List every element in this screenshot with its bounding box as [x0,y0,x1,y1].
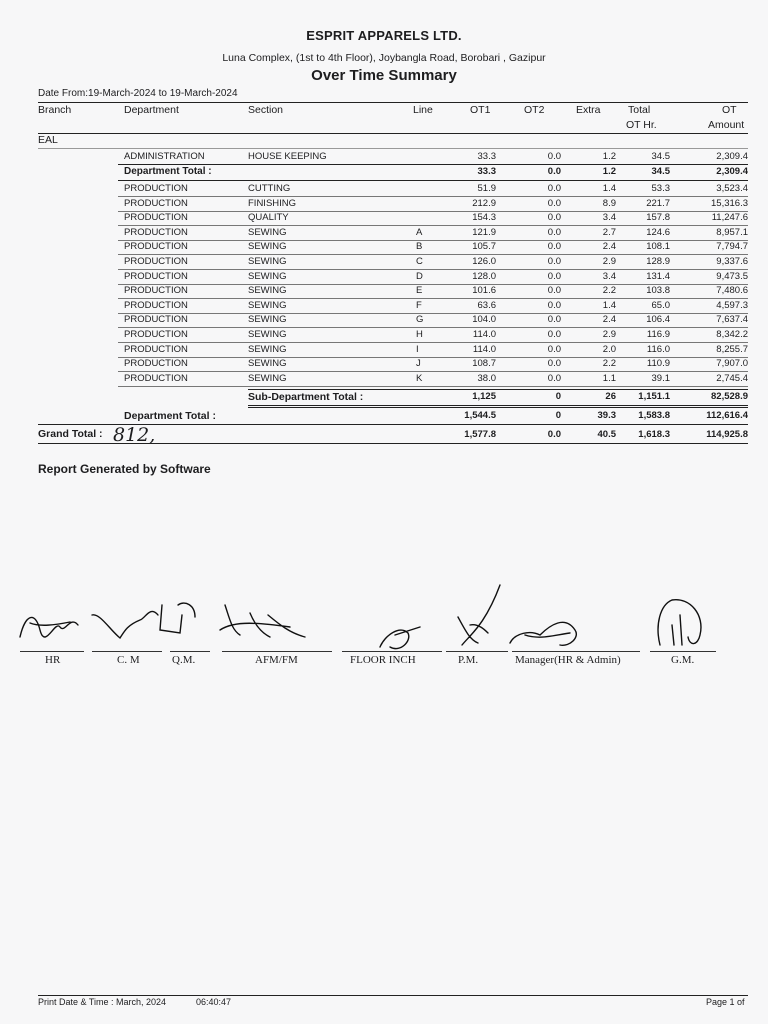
table-cell-ot1: 63.6 [477,299,496,311]
subtotal-top-rule [248,389,748,390]
table-cell-ot2: 0.0 [547,212,561,224]
table-cell-extra: 2.2 [602,358,616,370]
table-cell-section: CUTTING [248,183,291,194]
signature-line-qm [170,651,210,652]
table-cell-extra: 2.7 [602,226,616,238]
table-cell-section: SEWING [248,256,287,267]
table-cell-ot1: 104.0 [472,314,496,326]
company-name: ESPRIT APPARELS LTD. [306,28,462,43]
report-title: Over Time Summary [311,67,457,84]
table-cell-extra: 2.9 [602,256,616,267]
table-cell-ot2: 0.0 [547,285,561,297]
col-total: Total [628,104,651,116]
admin-total-label: Department Total : [124,166,212,177]
prod-total-ot2: 0 [555,410,561,421]
table-cell-ot1: 154.3 [472,212,496,224]
subtotal-ot2: 0 [555,391,561,402]
table-cell-department: PRODUCTION [124,183,188,194]
table-cell-line: H [416,329,423,340]
table-cell-department: PRODUCTION [124,358,188,370]
col-amount-line2: Amount [708,119,745,131]
col-department: Department [124,104,179,116]
table-cell-total: 53.3 [651,183,670,194]
grand-total-amount: 114,925.8 [706,429,748,440]
col-branch: Branch [38,104,72,116]
table-cell-section: SEWING [248,226,287,238]
admin-total-total: 34.5 [651,166,670,177]
table-cell-ot2: 0.0 [547,270,561,282]
table-cell-ot1: 38.0 [477,372,496,384]
subtotal-label: Sub-Department Total : [248,391,364,403]
table-cell-ot1: 114.0 [472,343,496,355]
table-cell-ot1: 128.0 [472,270,496,282]
table-cell-amount: 7,637.4 [716,314,748,326]
signature-line-afm [222,651,332,652]
col-extra: Extra [576,104,601,116]
table-cell-amount: 15,316.3 [711,197,748,209]
table-cell-extra: 2.9 [602,329,616,340]
table-cell-section: SEWING [248,299,287,311]
table-cell-ot1: 105.7 [472,241,496,253]
date-range: Date From:19-March-2024 to 19-March-2024 [38,88,238,99]
admin-total-ot2: 0.0 [547,166,561,177]
table-cell-department: PRODUCTION [124,285,188,297]
table-cell-department: PRODUCTION [124,270,188,282]
table-cell-ot2: 0.0 [547,183,561,194]
table-cell-amount: 8,342.2 [716,329,748,340]
table-cell-amount: 7,480.6 [716,285,748,297]
table-cell-ot1: 121.9 [472,226,496,238]
subtotal-amount: 82,528.9 [711,391,748,402]
table-cell-department: PRODUCTION [124,212,188,224]
software-note: Report Generated by Software [38,462,211,476]
col-amount: OT [722,104,737,116]
table-cell-section: QUALITY [248,212,289,224]
table-cell-amount: 7,907.0 [716,358,748,370]
table-cell-section: SEWING [248,343,287,355]
table-cell-ot1: 114.0 [472,329,496,340]
table-cell-total: 103.8 [646,285,670,297]
prod-total-amount: 112,616.4 [706,410,748,421]
table-cell-ot2: 0.0 [547,226,561,238]
table-cell-ot1: 51.9 [477,183,496,194]
prod-total-label: Department Total : [124,410,216,422]
table-cell-total: 131.4 [646,270,670,282]
signature-label-floor: FLOOR INCH [350,654,416,666]
table-cell-total: 108.1 [646,241,670,253]
signature-line-floor [342,651,442,652]
subtotal-total: 1,151.1 [638,391,670,402]
table-cell-extra: 8.9 [602,197,616,209]
table-cell-department: PRODUCTION [124,372,188,384]
col-total-line2: OT Hr. [626,119,657,131]
table-cell-ot2: 0.0 [547,151,561,162]
subtotal-extra: 26 [605,391,616,402]
footer-rule [38,995,748,996]
table-cell-line: J [416,358,421,370]
table-cell-ot2: 0.0 [547,299,561,311]
table-cell-amount: 9,473.5 [716,270,748,282]
subtotal-ot1: 1,125 [472,391,496,402]
subtotal-rule-1 [248,405,748,406]
col-line: Line [413,104,433,116]
table-cell-section: SEWING [248,270,287,282]
admin-total-amount: 2,309.4 [716,166,748,177]
table-cell-amount: 2,745.4 [716,372,748,384]
signature-line-pm [446,651,508,652]
table-cell-extra: 2.2 [602,285,616,297]
table-cell-ot1: 33.3 [477,151,496,162]
table-cell-amount: 7,794.7 [716,241,748,253]
table-cell-department: PRODUCTION [124,197,188,209]
table-cell-department: PRODUCTION [124,241,188,253]
table-cell-section: FINISHING [248,197,297,209]
table-cell-department: PRODUCTION [124,299,188,311]
table-cell-section: SEWING [248,314,287,326]
table-cell-amount: 8,255.7 [716,343,748,355]
signature-line-manager [512,651,640,652]
handwritten-count: 812, [113,424,156,446]
signature-label-afm: AFM/FM [255,654,298,666]
signature-line-gm [650,651,716,652]
signature-label-gm: G.M. [671,654,695,666]
table-cell-ot2: 0.0 [547,343,561,355]
table-cell-line: G [416,314,424,326]
grand-total-ot1: 1,577.8 [464,429,496,440]
table-cell-ot1: 108.7 [472,358,496,370]
table-cell-department: PRODUCTION [124,314,188,326]
table-cell-line: A [416,226,423,238]
signature-line-hr [20,651,84,652]
table-cell-ot2: 0.0 [547,241,561,253]
signature-label-qm: Q.M. [172,654,196,666]
table-cell-amount: 9,337.6 [716,256,748,267]
table-cell-amount: 8,957.1 [716,226,748,238]
table-cell-total: 157.8 [646,212,670,224]
table-cell-extra: 3.4 [602,212,616,224]
table-cell-line: E [416,285,423,297]
col-section: Section [248,104,284,116]
table-cell-total: 39.1 [651,372,670,384]
prod-total-total: 1,583.8 [638,410,670,421]
table-cell-ot2: 0.0 [547,372,561,384]
table-cell-total: 106.4 [646,314,670,326]
table-cell-extra: 2.4 [602,314,616,326]
table-cell-section: SEWING [248,372,287,384]
table-cell-total: 221.7 [646,197,670,209]
table-cell-ot1: 212.9 [472,197,496,209]
table-cell-extra: 2.4 [602,241,616,253]
table-cell-section: SEWING [248,358,287,370]
table-cell-department: PRODUCTION [124,329,188,340]
subtotal-rule-2 [248,407,748,408]
signature-label-hr: HR [45,654,61,666]
branch-name: EAL [38,134,58,146]
table-cell-ot1: 101.6 [472,285,496,297]
admin-total-rule [118,180,748,181]
prod-total-ot1: 1,544.5 [464,410,496,421]
admin-total-ot1: 33.3 [477,166,496,177]
table-cell-department: ADMINISTRATION [124,151,205,162]
grand-total-label: Grand Total : [38,428,103,440]
table-cell-line: C [416,256,423,267]
table-cell-total: 34.5 [651,151,670,162]
table-cell-total: 116.9 [646,329,670,340]
table-cell-section: SEWING [248,329,287,340]
row-rule [118,386,748,387]
table-cell-department: PRODUCTION [124,256,188,267]
table-cell-line: K [416,372,423,384]
table-cell-extra: 1.4 [602,183,616,194]
header-top-rule [38,102,748,103]
table-cell-line: I [416,343,419,355]
table-cell-extra: 1.1 [602,372,616,384]
grand-total-ot2: 0.0 [547,429,561,440]
signature-label-cm: C. M [117,654,140,666]
table-cell-amount: 4,597.3 [716,299,748,311]
print-time: 06:40:47 [196,997,232,1007]
table-cell-total: 116.0 [646,343,670,355]
admin-total-extra: 1.2 [602,166,616,177]
table-cell-extra: 2.0 [602,343,616,355]
grand-total-extra: 40.5 [597,429,616,440]
table-cell-amount: 2,309.4 [716,151,748,162]
table-cell-extra: 1.2 [602,151,616,162]
prod-total-extra: 39.3 [597,410,616,421]
table-cell-amount: 3,523.4 [716,183,748,194]
branch-rule [38,148,748,149]
table-cell-extra: 3.4 [602,270,616,282]
table-cell-ot2: 0.0 [547,329,561,340]
table-cell-total: 110.9 [646,358,670,370]
table-cell-total: 65.0 [651,299,670,311]
table-cell-department: PRODUCTION [124,343,188,355]
table-cell-section: SEWING [248,241,287,253]
table-cell-extra: 1.4 [602,299,616,311]
company-address: Luna Complex, (1st to 4th Floor), Joybangla Road, Borobari , Gazipur [222,52,546,64]
table-cell-line: B [416,241,423,253]
admin-rule [118,164,748,165]
table-cell-ot1: 126.0 [472,256,496,267]
table-cell-line: F [416,299,422,311]
table-cell-section: HOUSE KEEPING [248,151,327,162]
grand-total-rule [38,443,748,444]
table-cell-total: 124.6 [646,226,670,238]
table-cell-total: 128.9 [646,256,670,267]
table-cell-ot2: 0.0 [547,197,561,209]
table-cell-ot2: 0.0 [547,256,561,267]
header-bottom-rule [38,133,748,134]
signature-line-cm [92,651,162,652]
print-date: Print Date & Time : March, 2024 [38,997,167,1007]
signature-label-pm: P.M. [458,654,479,666]
table-cell-line: D [416,270,423,282]
table-cell-amount: 11,247.6 [711,212,748,224]
table-cell-ot2: 0.0 [547,358,561,370]
table-cell-ot2: 0.0 [547,314,561,326]
page-number: Page 1 of [706,997,745,1007]
grand-total-total: 1,618.3 [638,429,670,440]
signature-label-manager: Manager(HR & Admin) [515,654,621,666]
table-cell-section: SEWING [248,285,287,297]
col-ot1: OT1 [470,104,491,116]
col-ot2: OT2 [524,104,545,116]
table-cell-department: PRODUCTION [124,226,188,238]
